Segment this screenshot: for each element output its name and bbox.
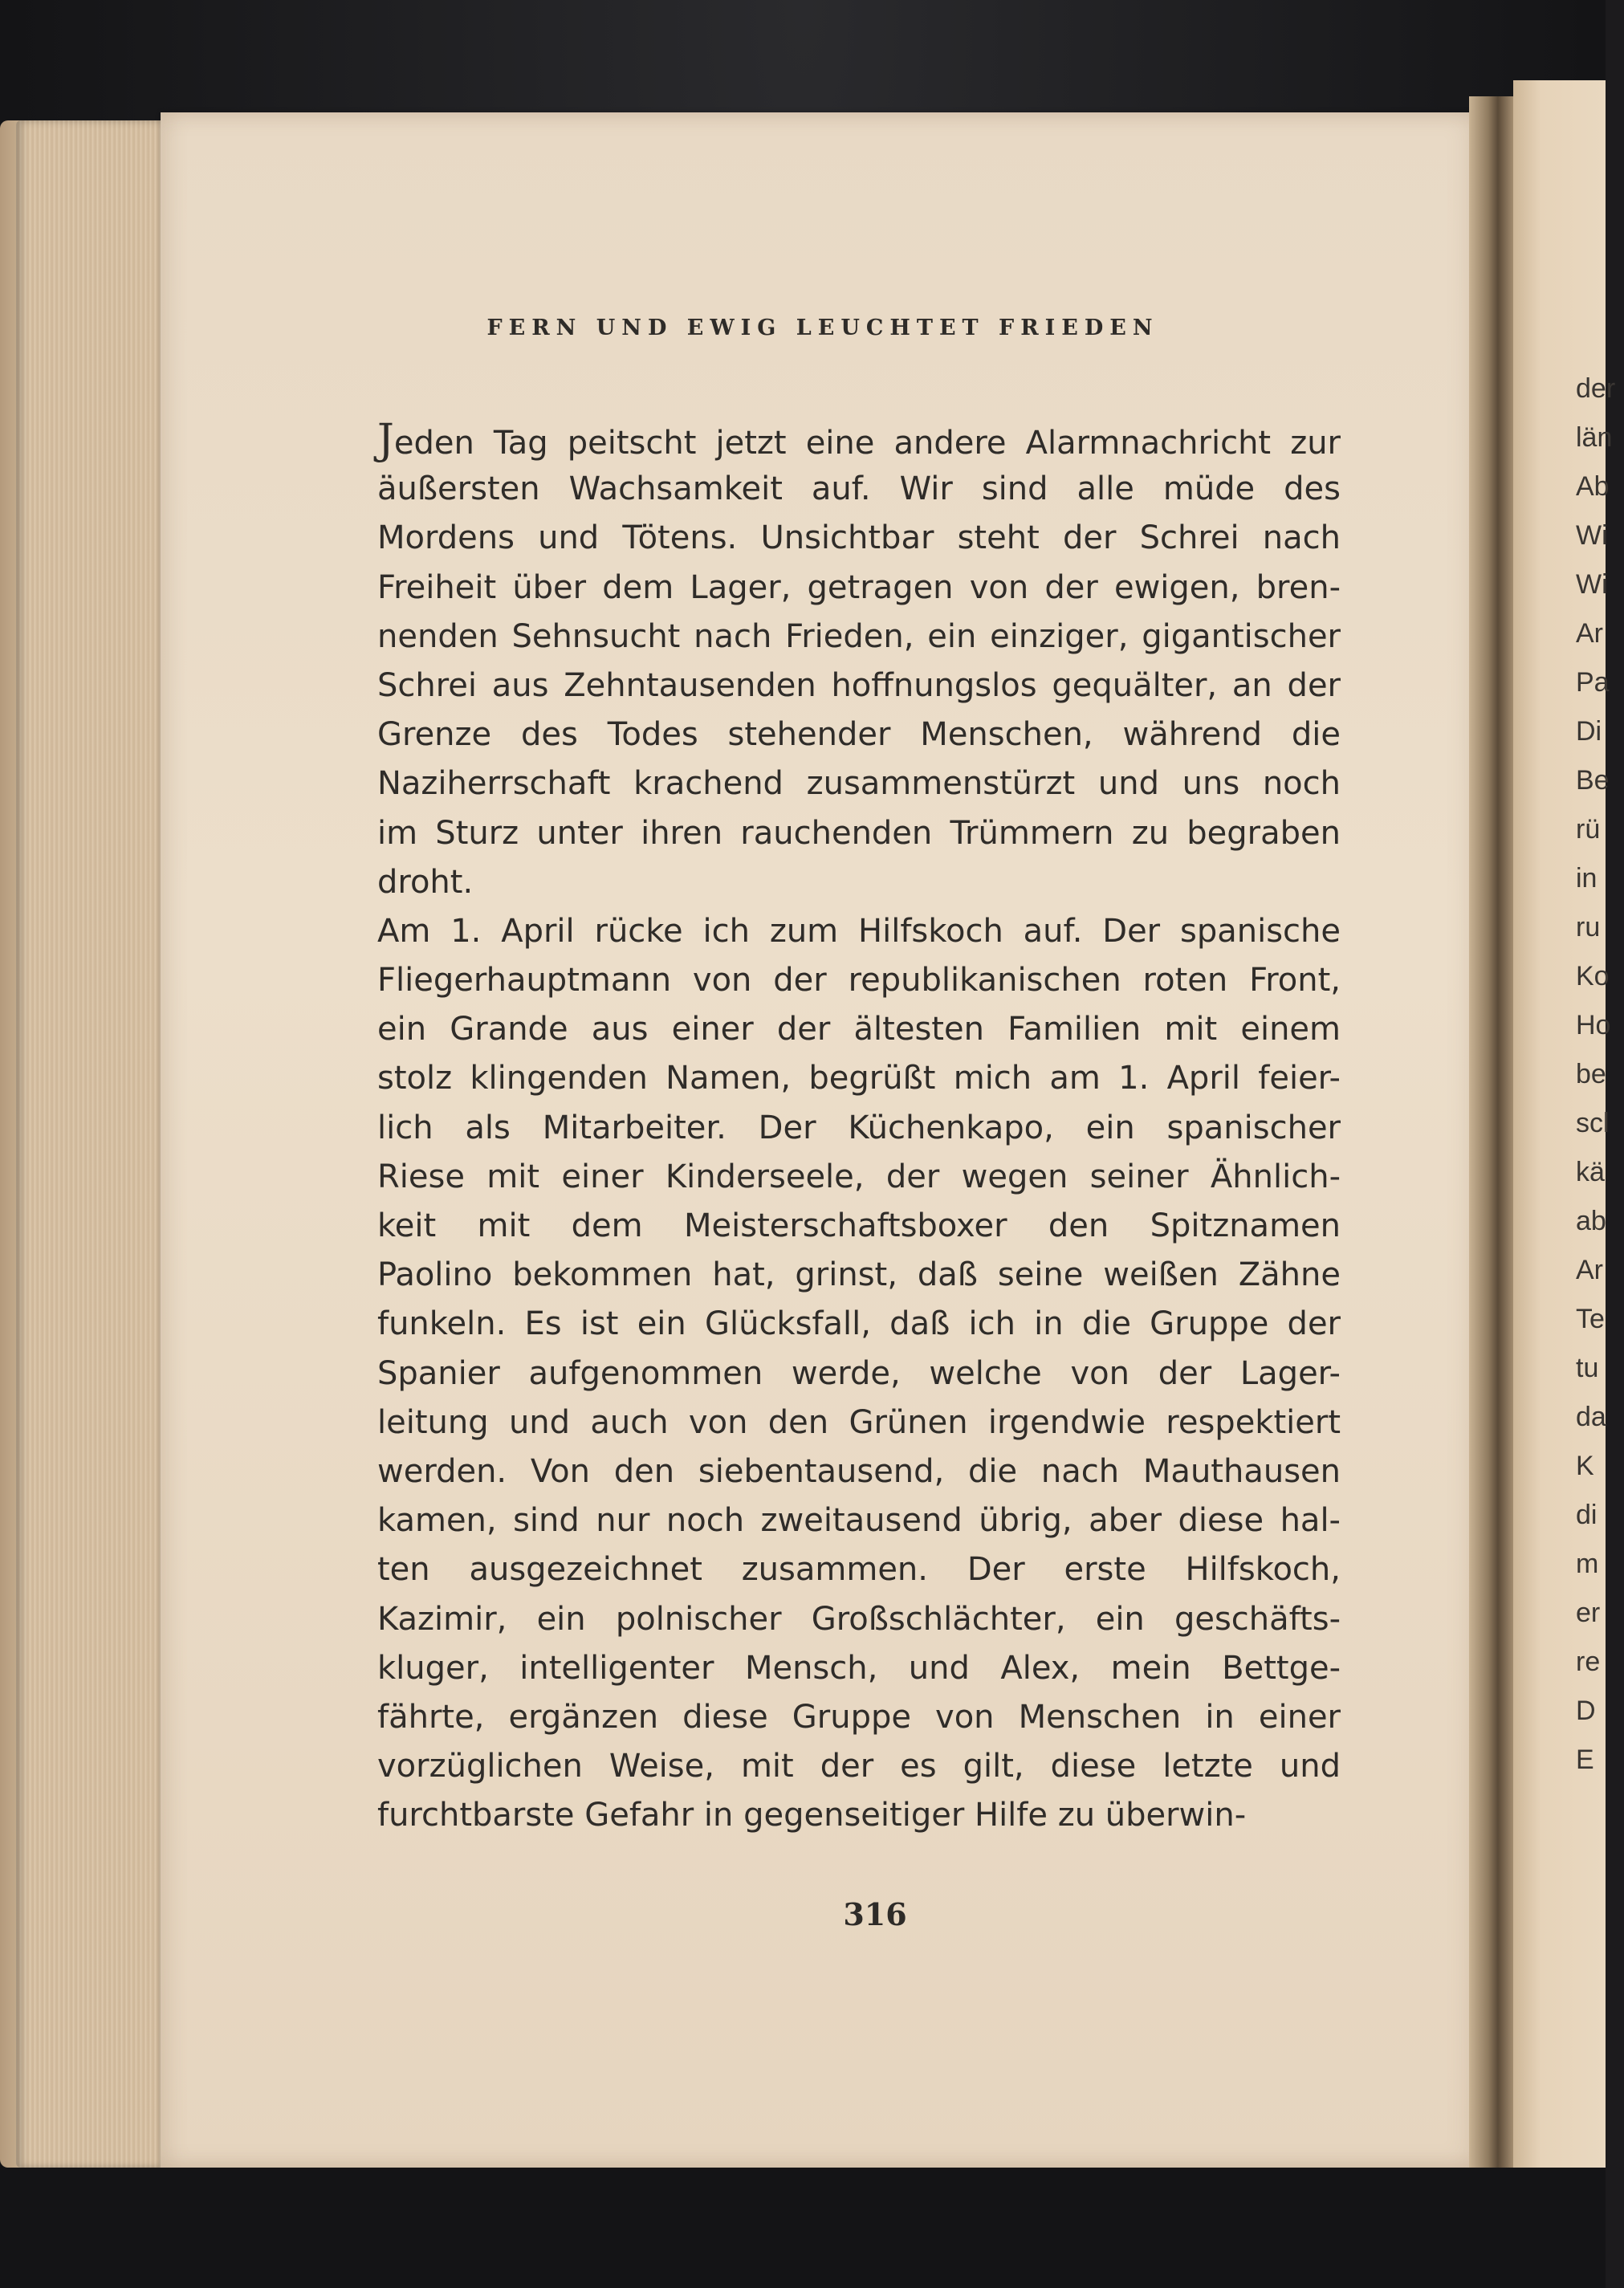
text-line [377, 1742, 1341, 1791]
text-line-content: im Sturz unter ihren rauchenden Trümmern zu begraben [377, 814, 1341, 852]
text-line [377, 416, 1341, 465]
text-line [377, 1005, 1341, 1054]
text-line [377, 858, 1341, 907]
text-line-content: keit mit dem Meisterschaftsboxer den Spitznamen [377, 1207, 1341, 1244]
text-line [377, 1300, 1341, 1349]
text-line-content: leitung und auch von den Grünen irgendwie respektiert [377, 1403, 1341, 1441]
drop-cap: J [377, 416, 394, 464]
text-line [377, 1545, 1341, 1594]
next-page-fragment: rü [1576, 814, 1601, 845]
text-line-content: Freiheit über dem Lager, getragen von der ewigen, bren- [377, 568, 1341, 606]
text-line [377, 613, 1341, 662]
text-line-content: kluger, intelligenter Mensch, und Alex, mein Bettge- [377, 1649, 1341, 1687]
next-page-fragment: Pa [1576, 667, 1610, 698]
text-line [377, 710, 1341, 759]
next-page-fragment: Be [1576, 765, 1610, 796]
text-line-content: furchtbarste Gefahr in gegenseitiger Hilfe zu überwin- [377, 1797, 1247, 1834]
text-line-content: stolz klingenden Namen, begrüßt mich am 1. April feier- [377, 1060, 1341, 1097]
text-line [377, 1350, 1341, 1398]
next-page-fragment: Wi [1576, 520, 1608, 551]
next-page-fragment: m [1576, 1549, 1599, 1579]
text-line [377, 1447, 1341, 1496]
text-line-content: Naziherrschaft krachend zusammenstürzt und uns noch [377, 765, 1341, 803]
next-page-sliver [1513, 80, 1616, 2200]
text-line-content: Riese mit einer Kinderseele, der wegen seiner Ähnlich- [377, 1158, 1341, 1195]
text-line [377, 759, 1341, 808]
page-stack-edge [16, 120, 177, 2168]
next-page-fragment: in [1576, 863, 1598, 894]
page-number: 316 [843, 1896, 907, 1932]
next-page-fragment: Ko [1576, 961, 1610, 991]
text-line-content: Fliegerhauptmann von der republikanischen roten Front, [377, 962, 1341, 999]
text-line-content: Schrei aus Zehntausenden hoffnungslos gequälter, an der [377, 666, 1341, 704]
next-page-fragment: Di [1576, 716, 1602, 747]
next-page-fragment: ab [1576, 1206, 1606, 1236]
text-line-content: nenden Sehnsucht nach Frieden, ein einziger, gigantischer [377, 617, 1341, 655]
next-page-fragment: kä [1576, 1157, 1605, 1187]
text-line [377, 1398, 1341, 1447]
text-line [377, 465, 1341, 514]
text-line [377, 1153, 1341, 1202]
text-line [377, 1202, 1341, 1251]
next-page-fragment: Te [1576, 1304, 1605, 1334]
text-line [377, 1104, 1341, 1153]
next-page-fragment: ru [1576, 912, 1601, 942]
text-line [377, 809, 1341, 858]
text-line [377, 1595, 1341, 1644]
text-line [377, 1693, 1341, 1742]
next-page-fragment: der [1576, 373, 1616, 404]
text-line-content: Am 1. April rücke ich zum Hilfskoch auf. Der spanische [377, 912, 1341, 950]
text-line [377, 514, 1341, 563]
next-page-fragment: scl [1576, 1108, 1610, 1138]
text-line-content: Mordens und Tötens. Unsichtbar steht der Schrei nach [377, 519, 1341, 557]
bottom-background [0, 2168, 1606, 2288]
text-line [377, 1791, 1341, 1840]
text-line-content: werden. Von den siebentausend, die nach Mauthausen [377, 1452, 1341, 1490]
next-page-fragment: di [1576, 1500, 1598, 1530]
next-page-fragment: re [1576, 1647, 1601, 1677]
text-line-content: eden Tag peitscht jetzt eine andere Alarmnachricht zur [393, 425, 1341, 462]
text-line [377, 1644, 1341, 1693]
text-line-content: fährte, ergänzen diese Gruppe von Menschen in einer [377, 1698, 1341, 1736]
next-page-fragment: tu [1576, 1353, 1599, 1383]
next-page-fragment: Wi [1576, 569, 1608, 600]
running-head: FERN UND EWIG LEUCHTET FRIEDEN [486, 316, 1159, 340]
text-line-content: Grenze des Todes stehender Menschen, während die [377, 716, 1341, 754]
text-line [377, 956, 1341, 1005]
book-gutter [1469, 96, 1517, 2184]
text-line-content: vorzüglichen Weise, mit der es gilt, diese letzte und [377, 1748, 1341, 1785]
text-line-content: Paolino bekommen hat, grinst, daß seine weißen Zähne [377, 1256, 1341, 1294]
next-page-fragment: Ho [1576, 1010, 1611, 1040]
next-page-fragment: län [1576, 422, 1613, 453]
text-line [377, 907, 1341, 956]
text-line-content: lich als Mitarbeiter. Der Küchenkapo, ein spanischer [377, 1109, 1341, 1146]
text-line-content: funkeln. Es ist ein Glücksfall, daß ich in die Gruppe der [377, 1305, 1341, 1343]
text-line [377, 662, 1341, 710]
text-line [377, 1496, 1341, 1545]
next-page-fragment: Ab [1576, 471, 1610, 502]
next-page-fragment: Ar [1576, 618, 1603, 649]
body-text [377, 416, 1341, 1840]
next-page-fragment: da [1576, 1402, 1606, 1432]
next-page-fragment: E [1576, 1744, 1594, 1775]
next-page-fragment: D [1576, 1696, 1596, 1726]
next-page-fragment: er [1576, 1598, 1601, 1628]
text-line-content: kamen, sind nur noch zweitausend übrig, aber diese hal- [377, 1502, 1341, 1540]
text-line-content: droht. [377, 863, 474, 901]
text-line [377, 564, 1341, 613]
next-page-fragment: Ar [1576, 1255, 1603, 1285]
next-page-fragment: K [1576, 1451, 1594, 1481]
text-line [377, 1054, 1341, 1103]
text-line-content: ein Grande aus einer der ältesten Familien mit einem [377, 1011, 1341, 1048]
text-line-content: Kazimir, ein polnischer Großschlächter, ein geschäfts- [377, 1600, 1341, 1638]
text-line-content: ten ausgezeichnet zusammen. Der erste Hilfskoch, [377, 1551, 1341, 1589]
next-page-fragment: be [1576, 1059, 1606, 1089]
text-line-content: äußersten Wachsamkeit auf. Wir sind alle müde des [377, 470, 1341, 508]
text-line-content: Spanier aufgenommen werde, welche von der Lager- [377, 1354, 1341, 1392]
text-line [377, 1251, 1341, 1300]
